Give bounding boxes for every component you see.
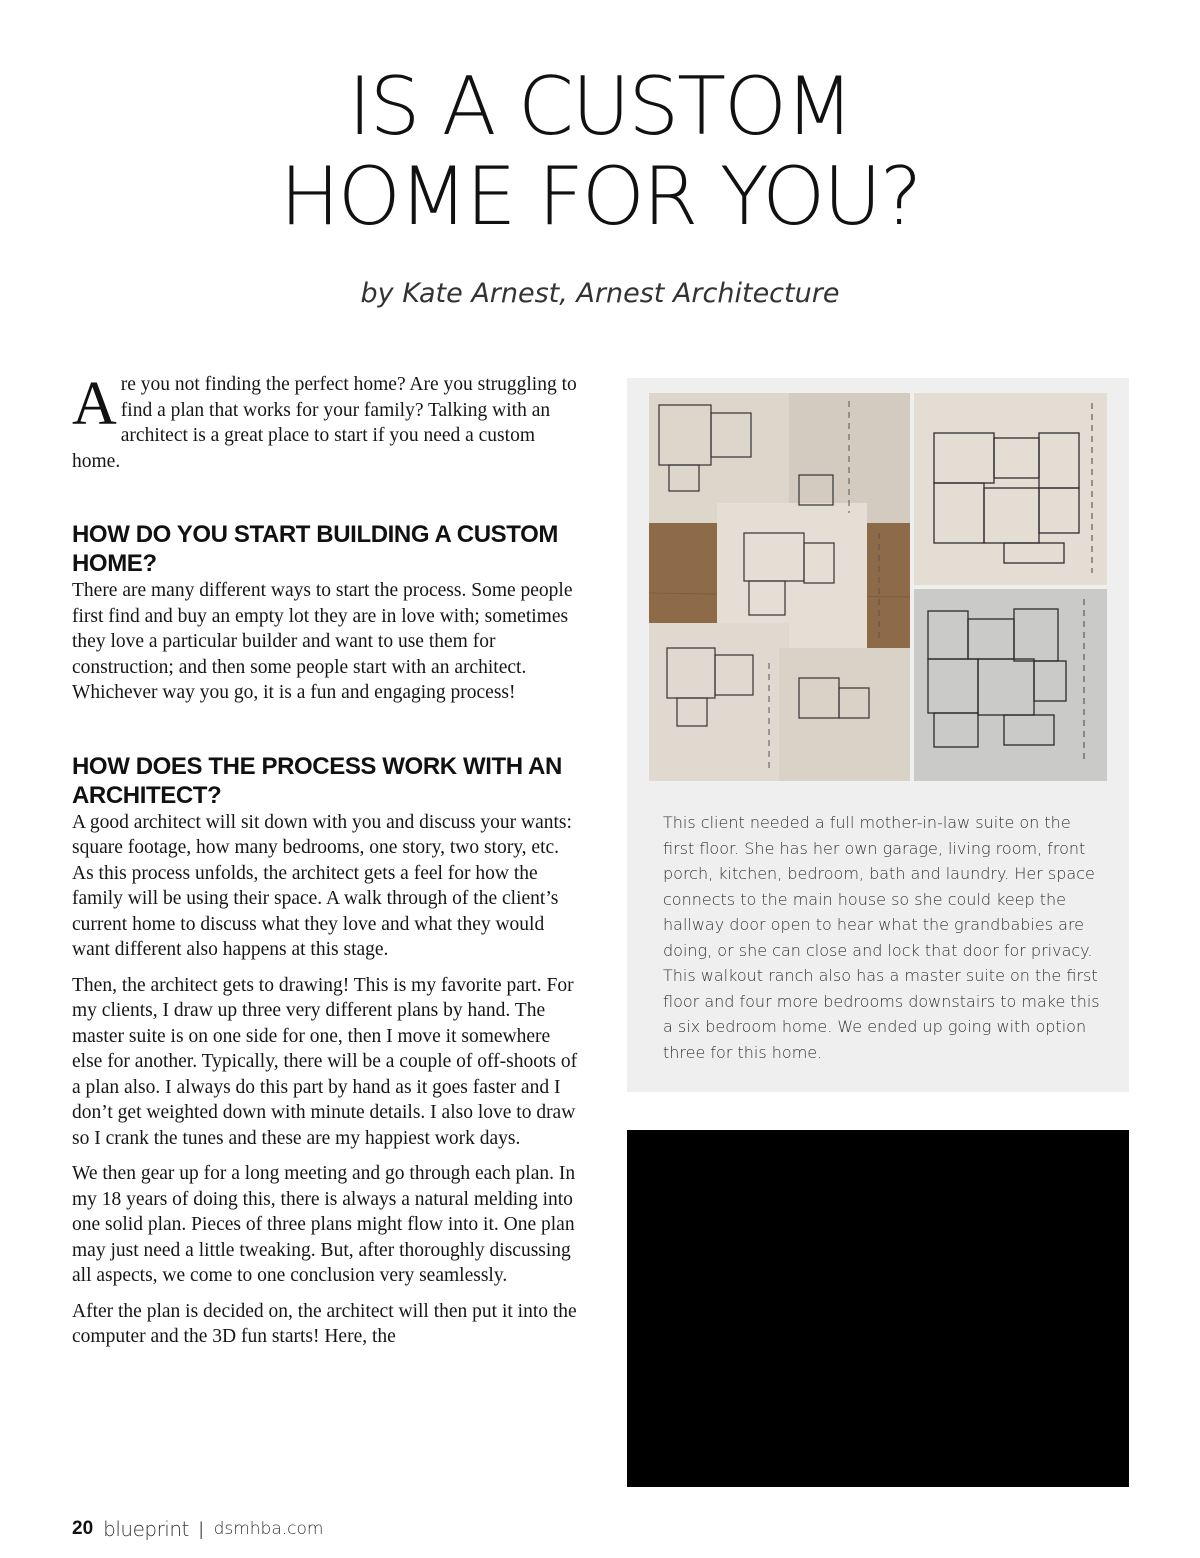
article-title [0, 62, 1200, 242]
section2-paragraph-4: After the plan is decided on, the architect will then put it into the computer and the 3D fun starts! Here, the [72, 1300, 577, 1347]
floor-plan-photo-collage [649, 393, 1107, 781]
floor-plan-option-drawing-photo [914, 393, 1107, 585]
intro-text: re you not finding the perfect home? Are you struggling to find a plan that works for your family? Talking with an architect is a great place to start if you need a custom home. [72, 374, 577, 472]
section1-paragraph: There are many different ways to start the process. Some people first find and buy an empty lot they are in love with; sometimes they love a particular builder and want to use them for construction; and then some people start with an architect. Whichever way you go, it is a fun and engaging process! [72, 580, 573, 703]
title-line-2: HOME FOR YOU? [279, 150, 921, 243]
title-line-1: IS A CUSTOM [347, 60, 852, 153]
byline: by Kate Arnest, Arnest Architecture [360, 278, 840, 309]
floor-plan-final-drawing-photo [914, 589, 1107, 781]
footer-separator: | [198, 1518, 204, 1539]
page-footer [72, 1514, 323, 1544]
section2-paragraph-2: Then, the architect gets to drawing! This is my favorite part. For my clients, I draw up three very different plans by hand. The master suite is on one side for one, then I move it somewhere else for another. Typically, there will be a couple of off-shoots of a plan also. I always do this part by hand as it goes faster and I don’t get weighted down with minute details. I also love to draw so I crank the tunes and these are my happiest work days. [72, 974, 578, 1149]
blueprint-logo: blueprint [103, 1517, 189, 1541]
article-body [72, 372, 578, 1350]
section-heading-start: HOW DO YOU START BUILDING A CUSTOM HOME? [72, 521, 558, 577]
footer-website: dsmhba.com [213, 1519, 324, 1539]
section2-paragraph-3: We then gear up for a long meeting and go through each plan. In my 18 years of doing this, there is always a natural melding into one solid plan. Pieces of three plans might flow into it. One plan may just need a little tweaking. But, after thoroughly discussing all aspects, we come to one conclusion very seamlessly. [72, 1163, 576, 1286]
black-image-placeholder [627, 1130, 1129, 1487]
section-heading-process: HOW DOES THE PROCESS WORK WITH AN ARCHITECT? [72, 752, 562, 809]
intro-paragraph [72, 372, 578, 474]
sidebar-box [627, 378, 1129, 1092]
image-caption: This client needed a full mother-in-law suite on the first floor. She has her own garage, living room, front porch, kitchen, bedroom, bath and laundry. Her space connects to the main house so she could keep the hallway door open to hear what the grandbabies are doing, or she can close and lock that door for privacy. This walkout ranch also has a master suite on the first floor and four more bedrooms downstairs to make this a six bedroom home. We ended up going with option three for this home. [663, 813, 1100, 1062]
page-number: 20 [72, 1518, 94, 1539]
section2-paragraph-1: A good architect will sit down with you and discuss your wants: square footage, how many bedrooms, one story, two story, etc. As this process unfolds, the architect gets a feel for how the family will be using their space. A walk through of the client’s current home to discuss what they love and what they would want different also happens at this stage. [72, 811, 572, 960]
drop-cap: A [72, 370, 117, 438]
floor-plan-sketches-on-wood-photo [649, 393, 910, 781]
